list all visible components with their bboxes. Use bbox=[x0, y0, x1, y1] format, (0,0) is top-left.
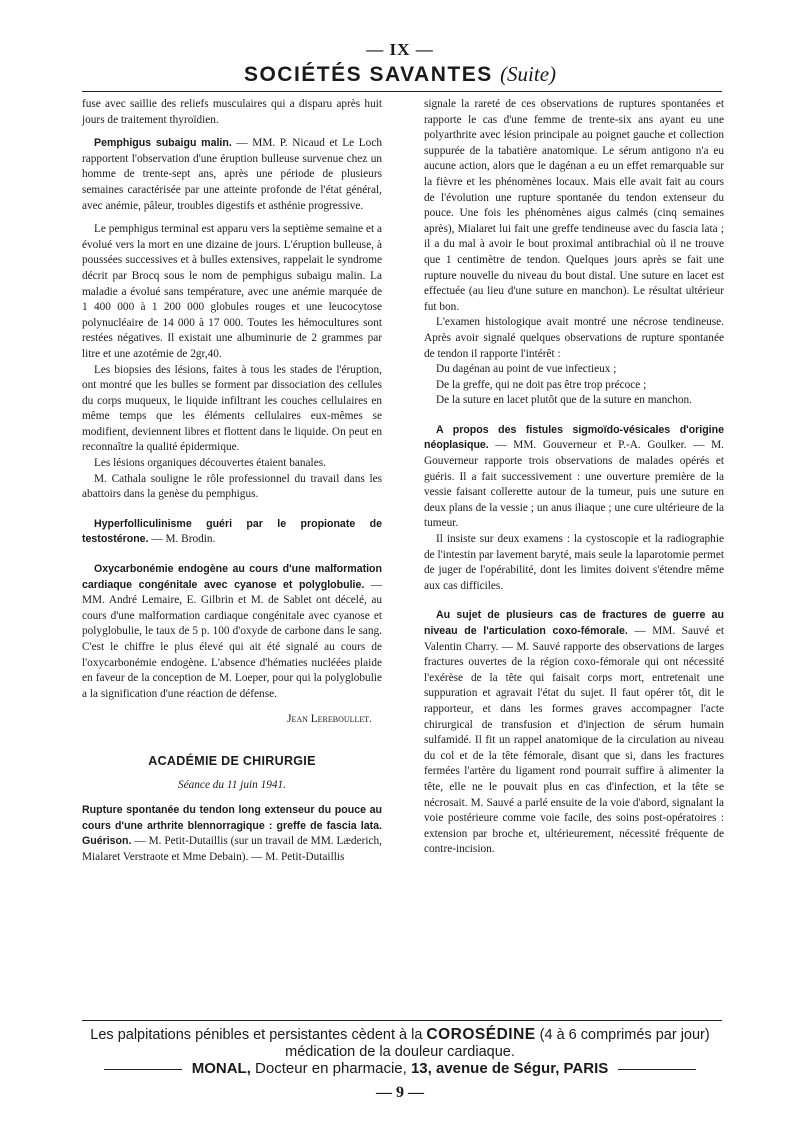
ad-text-before: Les palpitations pénibles et persistantes cèdent à la bbox=[90, 1027, 427, 1043]
paragraph-pemphigus-4: Les lésions organiques découvertes étaient banales. bbox=[94, 457, 326, 470]
right-column bbox=[424, 97, 724, 858]
advertisement-line-2: médication de la douleur cardiaque. bbox=[285, 1044, 515, 1060]
article-pemphigus bbox=[82, 136, 382, 214]
running-header bbox=[0, 62, 800, 87]
signature: Jean Lereboullet. bbox=[287, 713, 372, 726]
ad-brand: COROSÉDINE bbox=[426, 1026, 536, 1043]
ad-right-rule bbox=[618, 1069, 696, 1070]
left-column bbox=[82, 97, 382, 866]
article-rupture bbox=[82, 803, 382, 865]
article-title-oxy: Oxycarbonémie endogène au cours d'une malformation cardiaque congénitale avec cyanose et polyglobulie. bbox=[82, 563, 382, 591]
paragraph-pemphigus-3: Les biopsies des lésions, faites à tous les stades de l'éruption, ont montré que les bulles se forment par dissociation des cellules du corps muqueux, le liquide infiltrant les couches cellulaires en même temps que les éléments cellulaires eux-mêmes se modifient, deviennent libres et flottent dans le liquide. On peut en reconnaître la qualité épidermique. bbox=[82, 363, 382, 454]
advertisement-rule bbox=[82, 1020, 722, 1021]
article-fractures bbox=[424, 608, 724, 858]
paragraph-pemphigus-2: Le pemphigus terminal est apparu vers la septième semaine et a évolué vers la mort en une dizaine de jours. L'éruption bulleuse, à poussées successives et à bulles extensives, rappelait le syndrome décrit par Brocq sous le nom de pemphigus subaigu malin. La maladie a évolué sans température, avec une anémie marquée de 1 400 000 à 1 200 000 globules rouges et une leucocytose polynucléaire de 14 000 à 17 000. Toutes les hémocultures sont restées négatives. Il existait une albuminurie de 2 grammes par litre et une azotémie de 2gr,40. bbox=[82, 223, 382, 360]
article-title-fractures: Au sujet de plusieurs cas de fractures de guerre au niveau de l'articulation coxo-fémorale. bbox=[424, 609, 724, 637]
advertisement-line-3 bbox=[0, 1060, 800, 1077]
article-title-fistules: A propos des fistules sigmoïdo-vésicales d'origine néoplasique. bbox=[424, 423, 724, 452]
section-date: Séance du 11 juin 1941. bbox=[177, 778, 287, 791]
paragraph-examen: L'examen histologique avait montré une nécrose tendineuse. Après avoir signalé quelques observations de rupture spontanée de tendon il rapporte l'intérêt : bbox=[424, 316, 724, 360]
article-text-oxy: — MM. André Lemaire, E. Gilbrin et M. de Sablet ont décelé, au cours d'une malformation cardiaque congénitale avec cyanose et polyglobulie, le taux de 5 p. 100 d'oxyde de carbone dans le sang. C'est le chiffre le plus élevé qui ait été signalé au cours de l'oxycarbonémie endogène. L'absence d'hématies nucléées plaide en faveur de la conception de M. Loeper, pour qui la polyglobulie a la signification d'une réaction de défense. bbox=[82, 578, 383, 700]
article-text-fistules: — MM. Gouverneur et P.-A. Goulker. — M. Gouverneur rapporte trois observations de malades opérés et guéris. Il a fait successivement : une ouverture première de la vessie faisant collerette autour de la tumeur, puis une suture en deux plans de la vessie ; un anus iliaque ; une cure ultérieure de la tumeur. bbox=[424, 439, 724, 530]
running-title: SOCIÉTÉS SAVANTES bbox=[243, 63, 493, 86]
article-oxycarbonemie bbox=[82, 562, 382, 702]
paragraph-insiste: Il insiste sur deux examens : la cystoscopie et la radiographie de l'intestin par lavement baryté, mais seule la laparotomie permet de juger de l'opérabilité, dont les limites doivent s'étendre même aux cas difficiles. bbox=[424, 533, 724, 592]
page-number-roman: — IX — bbox=[366, 40, 434, 59]
article-title-hyper: Hyperfolliculinisme guéri par le propionate de testostérone. bbox=[82, 517, 382, 546]
article-title-rupture: Rupture spontanée du tendon long extenseur du pouce au cours d'une arthrite blennorragique : greffe de fascia lata. Guérison. bbox=[82, 804, 382, 848]
ad-company: MONAL, bbox=[191, 1060, 251, 1077]
list-item-1: Du dagénan au point de vue infectieux ; bbox=[436, 363, 617, 376]
article-author-hyper: — M. Brodin. bbox=[148, 533, 216, 546]
article-hyperfolliculinisme bbox=[82, 517, 382, 548]
header-rule bbox=[82, 91, 722, 92]
article-text-pemphigus: — MM. P. Nicaud et Le Loch rapportent l'observation d'une éruption bulleuse survenue chez un homme de trente-sept ans, après une période de plusieurs semaines caractérisée par une atteinte profonde de l'état général, avec anémie, pâleur, troubles digestifs et asthénie progressive. bbox=[82, 137, 382, 212]
ad-left-rule bbox=[104, 1069, 182, 1070]
list-item-3: De la suture en lacet plutôt que de la suture en manchon. bbox=[436, 394, 692, 407]
article-text-fractures: — MM. Sauvé et Valentin Charry. — M. Sauvé rapporte des observations de larges fractures ouvertes de la région coxo-fémorale qui ont nécessité l'exérèse de la tête qui faisait corps mort, entretenait une suppuration et agravait l'état du sujet. Il faut opérer tôt, dit le rapporteur, et dans les formes graves accompagner l'acte chirurgical de transfusion et d'injection de sérum humain sulfamidé. Il fit un rappel anatomique de la circulation au niveau du col et de la tête fémorale, disant que si, dans les fractures fermées l'artère du ligament rond pourrait suffire à alimenter la tête, elle ne le pouvait plus en cas d'infection, et la tête se nécrosait. M. Sauvé a parlé ensuite de la voie d'abord, signalant la voie postérieure comme voie facile, des soins post-opératoires : extension par broche et, ultérieurement, nécessité fréquente de contre-incision. bbox=[424, 625, 724, 856]
paragraph-signale: signale la rareté de ces observations de ruptures spontanées et rapporte le cas d'une femme de trente-six ans ayant eu une polyarthrite avec lésion principale au poignet gauche et collection suppurée de la tabatière anatomique. Le sérum antigono n'a eu aucune action, alors que le dagénan a eu un effet remarquable sur la fièvre et les phénomènes locaux. Mais elle avait fait au cours de l'évolution une rupture spontanée du tendon extenseur du pouce. Une fois les phénomènes aigus calmés (cinq semaines après), Mialaret lui fait une greffe tendineuse avec du fascia lata ; il a du mal à avoir le bout proximal antibrachial où il ne trouve que 1 centimètre de tendon. Quelques jours après se fait une rupture nouvelle du niveau du bout distal. Une suture en lacet est effectuée (au lieu d'une suture en manchon). Le résultat ultérieur fut bon. bbox=[424, 98, 724, 313]
ad-profession: Docteur en pharmacie, bbox=[250, 1060, 411, 1077]
running-suite: (Suite) bbox=[500, 62, 557, 86]
paragraph-pemphigus-5: M. Cathala souligne le rôle professionnel du travail dans les abattoirs dans la genèse du pemphigus. bbox=[82, 472, 382, 501]
ad-text-after: (4 à 6 comprimés par jour) bbox=[535, 1027, 710, 1043]
section-title-academie: ACADÉMIE DE CHIRURGIE bbox=[148, 753, 316, 768]
advertisement-line-1 bbox=[0, 1026, 800, 1044]
page-number: — 9 — bbox=[376, 1084, 424, 1101]
article-text-rupture: — M. Petit-Dutaillis (sur un travail de MM. Læderich, Mialaret Verstraote et Mme Debain). — M. Petit-Dutaillis bbox=[82, 835, 382, 863]
list-item-2: De la greffe, qui ne doit pas être trop précoce ; bbox=[436, 378, 647, 391]
paragraph-fuse: fuse avec saillie des reliefs musculaires qui a disparu après huit jours de traitement thyroïdien. bbox=[82, 98, 382, 126]
article-fistules bbox=[424, 423, 724, 532]
article-title-pemphigus: Pemphigus subaigu malin. bbox=[94, 137, 232, 150]
ad-address: 13, avenue de Ségur, PARIS bbox=[410, 1060, 609, 1077]
